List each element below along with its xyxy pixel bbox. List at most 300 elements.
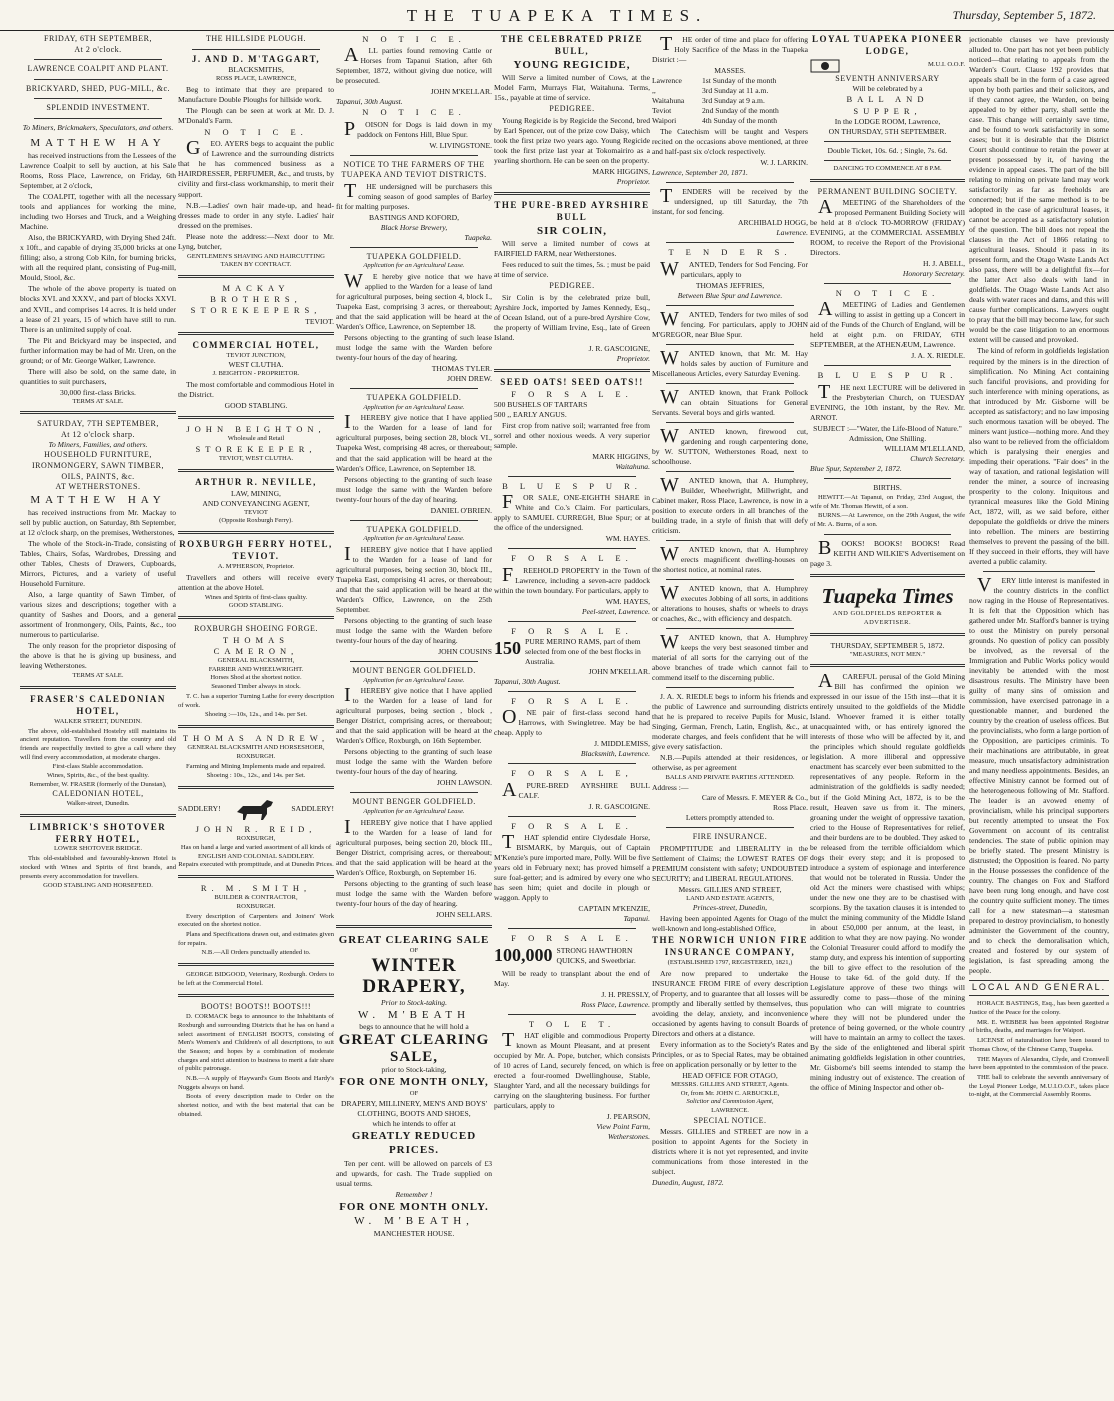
address-line: WEST CLUTHA. [228, 360, 284, 370]
divider [20, 814, 176, 817]
signature: WILLIAM M'LELLAND, [884, 443, 965, 453]
paper-nameplate: Tuapeka Times [821, 583, 954, 608]
ad-text: AMEETING of the Shareholders of the proposed Permanent Building Society will be held at 8 o'clock TO-MORROW (FRIDAY) EVENING, at the COMMERCIAL ASSEMBLY ROOM, to receive the Report of the Provisional Directors. [810, 196, 965, 258]
ad-text: GEO. AYERS begs to acquaint the public of Lawrence and the surrounding districts that he has commenced business as a HAIRDRESSER, PERFUMER, &c., and trusts, by civility and first-class workmanship, to merit their support. [178, 137, 334, 199]
ad-text: Solicitor and Commission Agent, [686, 1098, 774, 1106]
birth-notice: BURNS.—At Lawrence, on the 29th August, the wife of Mr. A. Burns, of a son. [810, 512, 965, 528]
ad-heading: B L U E S P U R. [817, 370, 958, 381]
trade-line: BUILDER & CONTRACTOR, [214, 894, 298, 902]
divider [178, 616, 334, 619]
ad-text: Wines and Spirits of first-class quality. [204, 593, 308, 601]
ad-subheading: (ESTABLISHED 1797, REGISTERED, 1821,) [667, 959, 793, 967]
ad-heading: TUAPEKA GOLDFIELD. [366, 524, 462, 534]
ad-text: Persons objecting to the granting of such lease must lodge the same with the Warden before twenty-four hours of the day of hearing. [336, 474, 492, 504]
ad-text: Will serve a limited number of cows at FAIRFIELD FARM, near Wetherstones. [494, 239, 650, 259]
divider [178, 469, 334, 472]
auction-location: AT WETHERSTONES. [55, 482, 141, 492]
ad-text: Fees reduced to suit the times, 5s. ; must be paid at time of service. [494, 260, 650, 280]
ad-heading: F O R S A L E. [511, 696, 633, 707]
ad-text: N.B.—Ladies' own hair made-up, and head-dresses made to order in any style. Ladies' hair dressed on the premises. [178, 200, 334, 230]
editorial-text: The kind of reform in goldfields legislation required by the miners is in the direction of simplification. No Mining Act containing such fanciful provisions, and providing for such interference with mining operations, as that introduced by Mr. Gisborne will be accepted as satisfactory; and no law imposing such enormous taxation will be obeyed. The miners want justice—nothing more. And they also want to be relieved from the officialdom which is paralysing their energies and impeding their operations. "Fair does" in the way of taxation, and rational legislation will render the miner, a source of increasing prosperity to the colony. Iniquitous and tyrannical measures like the Gold Mining Act, 1872, will, as we said before, either depopulate the goldfields or drive the miners into rebellion. The miners are bestirring themselves to prevent the passing of the bill. If they succeed in their efforts, they will have averted a public calamity. [969, 346, 1109, 566]
signature: JOHN DREW. [447, 374, 492, 384]
ad-heading: F O R S A L E. [511, 625, 633, 636]
ad-text: Double Ticket, 10s. 6d. ; Single, 7s. 6d. [827, 145, 948, 155]
signature: JOHN SELLARS. [435, 909, 492, 919]
editorial-text: ACAREFUL perusal of the Gold Mining Bill has confirmed the opinion we expressed in our issue of the 15th inst—that it is entirely unsuited to the goldfields of the Middle Island. Whoever framed it is either totally unacquainted with, or has entirely ignored the interests of those who will be affected by it, and the principles which should regulate goldfields legislation. A more illiberal and oppressive enactment has scarcely ever been submitted to the representatives of any people. Reform in the administration of the goldfields is sadly needed; but if the Gold Mining Act, 1872, is to be the result, Heaven save us from it. The miners, groaning under the weight of oppressive taxation, cried to the House of Representatives for relief, and their burdens are to be doubled. They asked to be released from the terrible officialdom which dogs their every step; and it is proposed to introduce a system of espionage and interference that would not be tolerated in Russia. Under the old Act the miners were chastised with whips; under the new one they are to be chastised with scorpions. By the taxation clauses it is intended to mulct the mining community of the Middle Island in about £50,000 per annum, at the least, in addition to what they are now paying. No wonder the Colonial Treasurer could afford to modify the stamp duty, and express his intention of supporting the bill to give effect to the resolution of the House to take 6d. of the gold duty. If the Legislature approve of these two things will assuredly come to pass—those of the mining population who can will migrate to countries where they will not be plundered under the pretence of being governed, or the whole country will have to maintain an army to collect the taxes. By the side of the enlightened and liberal spirit animating goldfields legislation in other countries, Mr. Gisborne's bill seems intended to stamp the mining industry out of existence. The creation of the office of Mining Inspector and other ob- [810, 670, 965, 1092]
divider [34, 98, 162, 99]
signature: Tapanui. [623, 913, 650, 923]
divider [508, 476, 636, 477]
ad-heading: T O L E T. [528, 1019, 616, 1029]
masses-time: 3rd Sunday at 11 a.m. [702, 86, 769, 96]
ad-text: Ten per cent. will be allowed on parcels of £3 and upwards, for cash. The Trade supplied on usual terms. [336, 1158, 492, 1188]
divider [666, 182, 794, 183]
sale-heading: GREAT CLEARING SALE, [338, 1032, 490, 1065]
signature: Church Secretary. [910, 453, 965, 463]
ad-heading: F O R S A L E. [511, 932, 633, 943]
ad-text: has received instructions from Mr. Mackay to sell by public auction, on Saturday, 8th September, at 12 o'clock sharp, on the premises, Wetherstones, [20, 508, 176, 538]
ad-text: Address :— [652, 782, 689, 792]
advertiser-name: JOHN R. REID, [195, 824, 317, 834]
auction-time: At 12 o'clock sharp. [60, 429, 136, 439]
masses-row [652, 96, 808, 106]
signature: WM. HAYES, [605, 596, 650, 606]
paper-date: THURSDAY, SEPTEMBER 5, 1872. [830, 640, 945, 650]
signature: Proprietor. [616, 353, 650, 363]
ad-text: The above, old-established Hostelry still maintains its ancient reputation. Travellers from the country and old friends are respectfully invited to give a call where they will find every accommodation, at moderate charges. [20, 727, 176, 761]
ad-text: ENGLISH AND COLONIAL SADDLERY. [197, 852, 315, 860]
ad-text: THE undersigned will be purchasers this coming season of good samples of Barley fit for malting purposes. [336, 179, 492, 211]
proprietor-line: J. BEIGHTON - PROPRIETOR. [212, 370, 300, 378]
news-item: THE ball to celebrate the seventh anniversary of the Loyal Pioneer Lodge, M.U.I.O.O.F., takes place to-night, at the Commercial Assembly Rooms. [969, 1073, 1109, 1099]
signature: W. LIVINGSTONE. [429, 140, 492, 150]
ad-text: First-class Stable accommodation. [52, 763, 144, 771]
news-item: MR. E. WEBBER has been appointed Registrar of births, deaths, and marriages for Waipori. [969, 1018, 1109, 1035]
ad-text: 500 BUSHELS OF TARTARS [494, 400, 588, 410]
divider [178, 786, 334, 789]
masses-place: Waitahuna [652, 96, 685, 106]
masses-time: 2nd Sunday of the month [702, 106, 779, 116]
ad-text: The COALPIT, together with all the necessary tools and appliances for working the mine, including two Horses and Truck, and a Weighing Machine. [20, 192, 176, 232]
ad-text: Please note the address:—Next door to Mr. Lyng, butcher, [178, 231, 334, 251]
divider [20, 411, 176, 414]
ad-subheading: Application for an Agricultural Lease. [363, 403, 465, 411]
sale-heading: FOR ONE MONTH ONLY, [339, 1076, 489, 1089]
ad-text: IHEREBY give notice that I have applied to the Warden for a lease of land for agricultural purposes, being section , block , Benger District, comprising acres, or thereabout; and that the said application will be heard at the Warden's Office, Roxburgh, on 16th September. [336, 684, 492, 746]
sale-heading: GREATLY REDUCED PRICES. [351, 1129, 477, 1157]
ad-heading: FIRE INSURANCE. [692, 831, 768, 841]
dateline: Dunedin, August, 1872. [652, 1178, 724, 1188]
divider [666, 827, 794, 828]
divider [666, 383, 794, 384]
masthead-date: Thursday, September 5, 1872. [952, 8, 1096, 22]
divider [824, 534, 951, 535]
divider [666, 422, 794, 423]
ad-text: WANTED, Tenders for Sod Fencing. For particulars, apply to [660, 257, 808, 280]
saddlery-header [178, 794, 334, 824]
hotel-name: ROXBURGH FERRY HOTEL, TEVIOT. [179, 539, 333, 562]
ad-text: Farming and Mining Implements made and repaired. [186, 762, 326, 770]
ad-heading: NOTICE TO THE FARMERS OF THE TUAPEKA AND TEVIOT DISTRICTS. [341, 159, 487, 180]
divider [666, 242, 794, 243]
advertiser-name: THOMAS ANDREW, [182, 732, 330, 743]
divider [666, 344, 794, 345]
divider [666, 471, 794, 472]
ad-text: The only reason for the proprietor disposing of the above is that he is giving up business, and leaving Wetherstones. [20, 641, 176, 671]
ad-text: Wines, Spirits, &c., of the best quality. [46, 772, 150, 780]
ad-text: THE order of time and place for offering Holy Sacrifice of the Mass in the Tuapeka District :— [652, 34, 808, 65]
ad-subheading: Application for an Agricultural Lease. [363, 676, 465, 684]
ad-text: ON THURSDAY, 5TH SEPTEMBER. [828, 126, 947, 136]
signature: WM. HAYES. [605, 534, 650, 544]
notice-heading: N O T I C E. [362, 34, 466, 44]
divider [34, 59, 162, 60]
signature: Blacksmith, Lawrence. [580, 749, 650, 759]
ad-text: HEAD OFFICE FOR OTAGO, [682, 1070, 778, 1080]
sale-heading: GREAT CLEARING SALE [338, 933, 490, 946]
terms-line: TERMS AT SALE. [72, 672, 124, 680]
address-line: MANCHESTER HOUSE. [373, 1228, 455, 1238]
ad-subheading: PEDIGREE. [549, 281, 595, 291]
ad-text: Messrs. GILLIES and STREET are now in a position to appoint Agents for the Society in districts where it is not yet represented, and invite communications from those interested in the subject. [652, 1127, 808, 1177]
column-5 [652, 34, 808, 1396]
masses-table [652, 76, 808, 126]
signature: Proprietor. [616, 176, 650, 186]
ad-subheading: F O R S A L E. [511, 388, 633, 399]
ad-text: GENTLEMEN'S SHAVING AND HAIRCUTTING TAKEN BY CONTRACT. [187, 252, 325, 269]
divider [824, 365, 951, 366]
trade-line: AND CONVEYANCING AGENT, [202, 498, 310, 508]
ad-heading: SEVENTH ANNIVERSARY [835, 73, 940, 83]
signature: Peel-street, Lawrence. [582, 606, 650, 616]
saddlery-label: SADDLERY! [178, 803, 221, 813]
dateline: Tapanui, 30th August. [336, 97, 403, 107]
rams-ad [494, 637, 650, 667]
trade-line: GENERAL BLACKSMITH AND HORSESHOER, [187, 744, 325, 752]
ad-text: which he intends to offer at [372, 1118, 456, 1128]
audience-line: To Miners, Brickmakers, Speculators, and others. [22, 122, 174, 132]
sale-reminder: Remember ! [395, 1189, 433, 1199]
ad-text: TENDERS will be received by the undersigned, up till Saturday, the 7th instant, for sod fencing. [652, 185, 808, 217]
proprietor-line: A. M'PHERSON, Proprietor. [217, 562, 295, 570]
ad-heading: PERMANENT BUILDING SOCIETY. [817, 186, 958, 196]
ad-heading: BOOTS! BOOTS!! BOOTS!!! [200, 1001, 312, 1011]
ad-text: PURE MERINO RAMS, part of them selected from one of the best flocks in Australia. [525, 636, 641, 666]
ad-text: Sir Colin is by the celebrated prize bull, Ayrshire Jock, imported by James Kennedy, Esq., of Ocean Island, out of a pure-bred Ayrshire Cow, the property of William Irvine, Esq., late of Green Island. [494, 292, 650, 342]
signature: JOHN LAWSON. [436, 778, 492, 788]
signature: Black Horse Brewery, [380, 222, 448, 232]
ad-text: WE hereby give notice that we have applied to the Warden for a lease of land for agricultural purposes, being section 4, block I., Tuapeka East, comprising 3 acres, or thereabout; and that the said application will be heard at the Warden's Office, Lawrence, on September 18. [336, 270, 492, 332]
column-2 [178, 34, 334, 1396]
divider [666, 687, 794, 688]
divider [508, 1014, 636, 1015]
signature: J. R. GASCOIGNE, [588, 343, 650, 353]
lodge-emblem-icon [810, 58, 840, 74]
lodge-line [810, 58, 965, 74]
ad-text: WANTED known, that Mr. M. Hay holds sales by auction of Furniture and Miscellaneous Articles, every Saturday Evening. [652, 346, 808, 378]
ad-text: Shoeing :—10s, 12s., and 14s. per Set. [204, 711, 308, 719]
divider [508, 928, 636, 929]
hotel-name: FRASER'S CALEDONIAN HOTEL, [30, 694, 166, 716]
ad-text: Letters promptly attended to. [685, 812, 775, 822]
divider [178, 994, 334, 997]
ad-text: THAT splendid entire Clydesdale Horse, BISMARK, by Marquis, out of Captain M'Kenzie's pure imported mare, Polly. Will be five years old in February next; has proved himself a sure foal-getter; and is admired by every one who has seen him; quiet and docile in plough or waggon. Apply to [494, 830, 650, 902]
signature: CAPTAIN M'KENZIE, [578, 903, 650, 913]
ad-text: LAWRENCE. [711, 1107, 749, 1115]
ad-text: Plans and Specifications drawn out, and estimates given for repairs. [178, 931, 334, 947]
masses-time: 3rd Sunday at 9 a.m. [702, 96, 765, 106]
ad-text: POISON for Dogs is laid down in my paddock on Fentons Hill, Blue Spur. [344, 117, 492, 140]
divider [810, 574, 965, 577]
birth-notice: HEWITT.—At Tapanui, on Friday, 23rd August, the wife of Mr. Thomas Hewitt, of a son. [810, 493, 965, 510]
column-3 [336, 34, 492, 1396]
ad-text: FOR SALE, ONE-EIGHTH SHARE in White and Co.'s Claim. For particulars, apply to SAMUEL CURREGH, Blue Spur; or at the office of the undersigned. [494, 491, 650, 533]
masses-row [652, 76, 808, 86]
ad-heading: SEED OATS! SEED OATS!! [500, 376, 644, 387]
hotel-name: LIMBRICK'S SHOTOVER FERRY HOTEL, [29, 821, 167, 844]
advertiser-name: THOMAS CAMERON, [213, 634, 299, 656]
divider [810, 179, 965, 182]
hotel-name: COMMERCIAL HOTEL, [192, 339, 320, 350]
divider [666, 305, 794, 306]
divider [508, 816, 636, 817]
divider [178, 275, 334, 278]
address-line: TEVIOT JUNCTION, [226, 351, 286, 359]
notice-heading: N O T I C E. [362, 107, 466, 118]
signature: THOMAS TYLER. [431, 364, 492, 374]
masses-time: 4th Sunday of the month [702, 116, 778, 126]
auction-date: FRIDAY, 6TH SEPTEMBER, [44, 34, 152, 43]
divider [666, 579, 794, 580]
advertiser-name: W. M'BEATH [357, 1008, 471, 1021]
editorial-text: jectionable clauses we have previously alluded to. One part has not yet been publicly noticed—that relating to appeals from the Warden's Court. Clause 192 provides that appeals shall be in the form of a case agreed upon by both parties and their solicitors, and if they cannot agree, the Warden, on being appealed to by either party, shall settle the case. This change will certainly save time, and be found to work satisfactorily in some cases; but it is desirable that the District Court should continue to retain the power at present possessed by it, of having the evidence in appeal cases. The part of the bill relating to mining on private land may work satisfactorily as far as freeholds are concerned; but if the same method is to be adopted in the case of agricultural leases, it cannot be accepted as a satisfactory solution of the question. The bill does not repeal the clauses in the Act of 1866 relating to agricultural leases. Should it pass in its present form, and the Otago Waste Lands Act also pass, there will be a delightful fix—for the latter Act also deals with land in goldfields. The Otago Waste Lands Act also deals with water races and dams, and this will cause further complications. Lawyers ought to pray that the bill may become law, for such would be the case litigation to an enormous extent will be caused and provoked. [969, 35, 1109, 345]
divider [350, 247, 478, 248]
ad-text: WANTED known, that Frank Pollock can obtain Situations for General Servants. Several boys and girls wanted. [652, 385, 808, 417]
ad-heading: TUAPEKA GOLDFIELD. [366, 251, 462, 261]
ad-text: Shoeing : 10s., 12s., and 14s. per Set. [206, 772, 306, 780]
sale-heading: FOR ONE MONTH ONLY. [339, 1200, 489, 1213]
ad-text: begs to announce that he will hold a [359, 1022, 469, 1032]
ad-text: LAND AND ESTATE AGENTS, [686, 894, 774, 902]
ad-text: GEORGE BIDGOOD, Veterinary, Roxburgh. Orders to be left at the Commercial Hotel. [178, 971, 334, 987]
ad-text: Every description of Carpenters and Joiners' Work executed on the shortest notice. [178, 912, 334, 929]
ad-text: There will also be sold, on the same date, in quantities to suit purchasers, [20, 366, 176, 386]
advertiser-name: J. AND D. M'TAGGART, [191, 53, 321, 64]
signature: Waitahuna. [615, 462, 650, 472]
ad-text: Ross Place. [772, 802, 808, 812]
news-item: HORACE BASTINGS, Esq., has been gazetted a Justice of the Peace for the colony. [969, 1000, 1109, 1017]
ad-text: Seasoned Timber always in stock. [211, 683, 301, 691]
ad-text: DANCING TO COMMENCE AT 8 P.M. [833, 164, 942, 172]
auction-date: SATURDAY, 7TH SEPTEMBER, [37, 419, 159, 429]
auction-subheading: BRICKYARD, SHED, PUG-MILL, &c. [25, 83, 171, 93]
divider [178, 963, 334, 966]
ad-text: ONE pair of first-class second hand Harrows, with Swingletree. May be had cheap. Apply to [494, 706, 650, 738]
signature: J. MIDDLEMISS, [594, 739, 650, 749]
news-item: LICENSE of naturalisation have been issued to Thomas Chow, of the Chinese Camp, Tuapeka. [969, 1037, 1109, 1053]
divider [178, 725, 334, 728]
ad-text: The whole of the Stock-in-Trade, consisting of Tables, Chairs, Sofas, Wardrobes, Dressing and other Tables, Chests of Drawers, Cupboards, Mirrors, Pictures, and a variety of useful Household Furniture. [20, 539, 176, 589]
ad-text: Will be ready to transplant about the end of May. [494, 968, 650, 988]
signature: H. J. ABELL, [923, 259, 965, 269]
dateline: Tapanui, 30th August. [494, 677, 561, 687]
masses-place: Waipori [652, 116, 677, 126]
ad-heading: THE PURE-BRED AYRSHIRE BULL [494, 199, 650, 222]
divider [508, 621, 636, 622]
divider [983, 571, 1095, 572]
ad-text: Admission, One Shilling. [848, 433, 927, 443]
signature: J. R. GASCOIGNE. [588, 801, 650, 811]
ad-text: FREEHOLD PROPERTY in the Town of Lawrence, including a seven-acre paddock within the town boundary. For particulars, apply to [494, 563, 650, 595]
signature: ARCHIBALD HOGG, [737, 218, 808, 228]
dateline: Lawrence, September 20, 1871. [652, 168, 748, 178]
ad-text: N.B.—All Orders punctually attended to. [201, 949, 311, 957]
ad-text: Will be celebrated by a [852, 84, 923, 94]
editorial-text: VERY little interest is manifested in the country districts in the conflict now raging in the House of Representatives. It is felt that the Opposition which has gathered under Mr. Stafford's banner is trying to oust the Ministry on purely personal grounds. No question of policy can possibly be involved, as the reversal of the Immigration and Public Works policy would inevitably be attended with the most disastrous results. The Ministry have been guilty of many sins of omission and commission, have exercised patronage in a questionable manner, and burdened the country by the creation of useless offices. But the provincialists, who form a large portion of the Opposition, are participes criminis. To their machinations are attributable, in great measure, much unsatisfactory administration and many needless appointments. Besides, an effective Ministry cannot be formed out of the heterogeneous following of Mr. Stafford. The leader is an avowed enemy of provincialism, while his principal supporters but recently attempted to unseat the Fox Government on account of its centralist tendencies. The state of public opinion may be briefly stated. The present Ministry is distrusted; the Opposition is feared. No party in the House possesses the confidence of the country. The changes on Fox and Stafford have been rung long enough, and have cost the country quite sufficient money. The times call for a new statesman—a statesman prepared to destroy provincialism, to honestly administer the Government of the country, and to check the demoralisation which, created and fostered by our system of legislation, is fast spreading among the people. [969, 573, 1109, 976]
ad-text: THE next LECTURE will be delivered in the Presbyterian Church, on TUESDAY EVENING, the 10th instant, by the Rev. Mr. ARNOT. [810, 380, 965, 422]
ad-text: T. C. has a superior Turning Lathe for every description of work. [178, 692, 334, 709]
masses-row [652, 106, 808, 116]
ad-text: This old-established and favourably-known Hotel is stocked with Wines and Spirits of first brands, and presents every accommodation for travellers. [20, 855, 176, 880]
ad-text: J. A. X. RIEDLE begs to inform his friends and the public of Lawrence and surrounding districts that he is prepared to receive Pupils for Music, Singing, German, French, Latin, English, &c., at moderate charges, and feels confident that he will give every satisfaction. [652, 692, 808, 752]
signature: Between Blue Spur and Lawrence. [677, 290, 783, 300]
ad-text: Remember, W. FRASER (formerly of the Dunstan), [29, 780, 167, 788]
advertiser-name: R. M. SMITH, [200, 883, 312, 894]
ad-text: THAT eligible and commodious Property known as Mount Pleasant, and at present occupied by Mr. A. Pope, butcher, which consists of 10 acres of Land, securely fenced, on which is erected a four-roomed Dwellinghouse, Stable, Slaughter Yard, and all the necessary buildings for carrying on the slaughtering business. For further particulars, apply to [494, 1029, 650, 1111]
advertiser-name: ARTHUR R. NEVILLE, [195, 476, 317, 487]
dateline: Blue Spur, September 2, 1872. [810, 463, 902, 473]
ad-text: In the LODGE ROOM, Lawrence, [834, 116, 941, 126]
ad-text: Boots of every description made to Order on the shortest notice, and with the best material that can be obtained. [178, 1093, 334, 1118]
masses-place: Teviot [652, 106, 672, 116]
auction-subheading: SPLENDID INVESTMENT. [46, 103, 150, 113]
trade-line: LAW, MINING, [231, 488, 281, 498]
address-line: TEVIOT. [305, 316, 334, 326]
ad-heading: ROXBURGH SHOEING FORGE. [194, 624, 318, 634]
signature: J. H. PRESSLY, [601, 989, 650, 999]
column-6 [810, 34, 965, 1396]
ad-text: The Catechism will be taught and Vespers recited on the occasions above mentioned, at three and half-past six o'clock respectively. [652, 127, 808, 157]
divider [494, 192, 650, 195]
trade-line: Wholesale and Retail [227, 435, 285, 443]
sale-subheading: Prior to Stock-taking. [380, 997, 447, 1007]
ad-heading: B L U E S P U R. [502, 481, 642, 492]
ad-text: The whole of the above property is tuated on blocks XVI. and XXXV., and part of blocks XXVI. and XVII., and comprises 14 acres. It is held under a lease of 21 years, 15 of which have still to run. There is an unlimited supply of coal. [20, 284, 176, 334]
ad-text: Or, from Mr. JOHN C. ARBUCKLE, [680, 1089, 780, 1097]
ad-text: Persons objecting to the granting of such lease must lodge the same with the Warden before twenty-four hours of the day of hearing. [336, 333, 492, 363]
ad-text: WANTED known, that A. Humphrey erects magnificent dwelling-houses on the shortest notice, at nominal rates. [652, 542, 808, 574]
divider [350, 792, 478, 793]
auction-time: At 2 o'clock. [74, 44, 122, 54]
signature: JOHN COUSINS [438, 647, 492, 656]
ad-text: WANTED, Tenders for two miles of sod fencing. For particulars, apply to JOHN M'GREGOR, near Blue Spur. [652, 307, 808, 339]
masses-row [652, 86, 808, 96]
ad-text: The Pit and Brickyard may be inspected, and further information may be had of Mr. Uren, on the ground; or of Mr. George Walker, Lawrence. [20, 335, 176, 365]
ad-text: The Plough can be seen at work at Mr. D. J. M'Donald's Farm. [178, 106, 334, 126]
ad-text: STRONG HAWTHORN QUICKS, and Sweetbriar. [556, 946, 636, 966]
ad-text: First crop from native soil; warranted free from sorrel and other noxious weeds. A very superior sample. [494, 421, 650, 451]
divider [34, 118, 162, 119]
ad-text: Beg to intimate that they are prepared to Manufacture Double Ploughs for hillside work. [178, 85, 334, 105]
address-line: ROXBURGH, [236, 835, 276, 843]
saddlery-label: SADDLERY! [291, 803, 334, 813]
ad-subheading: Application for an Agricultural Lease. [363, 535, 465, 543]
column-4 [494, 34, 650, 1396]
ad-heading: YOUNG REGICIDE, [513, 58, 631, 71]
paper-subtitle: AND GOLDFIELDS REPORTER & ADVERTISER. [832, 610, 943, 627]
signature: Honorary Secretary. [902, 269, 965, 279]
divider [34, 79, 162, 80]
ad-text: MESSRS. GILLIES AND STREET, Agents. [671, 1080, 789, 1088]
ad-heading: SPECIAL NOTICE. [693, 1115, 767, 1125]
horse-icon [233, 796, 279, 822]
signature: Lawrence. [776, 228, 808, 238]
divider [350, 520, 478, 521]
hotel-name: CALEDONIAN HOTEL, [52, 789, 144, 799]
ad-text: WANTED known, that A. Humphrey, Builder, Wheelwright, Millwright, and Cabinet maker, Ross Place, Lawrence, is now in a position to execute orders in all branches of the building trade, in a style of finish that will defy criticism. [652, 473, 808, 535]
column-1 [20, 34, 176, 1396]
masses-row [652, 116, 808, 126]
divider [192, 49, 320, 50]
ad-heading: F O R S A L E. [511, 820, 633, 831]
trade-line: STOREKEEPER, [195, 443, 317, 454]
masthead-title: THE TUAPEKA TIMES. [406, 6, 708, 25]
ad-heading: F O R S A L E, [511, 768, 633, 779]
signature: View Point Farm, [596, 1122, 650, 1132]
ad-text: 30,000 first-class Bricks. [60, 387, 136, 397]
ad-text: IHEREBY give notice that I have applied to the Warden for a lease of land for agricultural purposes, being section 20, block III., Benger District, comprising acres, or thereabout; and that the said application will be heard at the Warden's Office, Roxburgh, on September 16. [336, 815, 492, 877]
ad-text: Care of Messrs. F. MEYER & Co., [701, 792, 808, 802]
local-general-heading: LOCAL AND GENERAL. [969, 980, 1109, 996]
masses-place: ,, [652, 86, 656, 96]
ad-text: Princes-street, Dunedin, [692, 903, 768, 913]
ad-heading: THE NORWICH UNION FIRE INSURANCE COMPANY, [652, 935, 808, 958]
divider [178, 531, 334, 534]
divider [824, 160, 951, 161]
ad-text: D. CORMACK begs to announce to the Inhabitants of Roxburgh and surrounding Districts that he has on hand a select assortment of ENGLISH BOOTS, consisting of Men's Women's and Children's of all descriptions, to suit the Season; and hopes by a combination of moderate charges and strict attention to business to merit a fair share of public patronage. [178, 1013, 334, 1073]
ad-text: AMEETING of Ladies and Gentlemen willing to assist in getting up a Concert in aid of the Funds of the Church of England, will be held at eight p.m. on FRIDAY, 6TH SEPTEMBER, at the ATHENÆUM, Lawrence. [810, 298, 965, 350]
auctioneer-name: MATTHEW HAY [30, 493, 166, 506]
ad-text: Messrs. GILLIES AND STREET, [678, 884, 782, 894]
divider [20, 686, 176, 689]
paper-motto: "MEASURES, NOT MEN." [849, 650, 926, 658]
ad-text: IHEREBY give notice that I have applied to the Warden for a lease of land for agricultural purposes, being section 30, block III., Tuapeka East, comprising 41 acres, or thereabout; and that the said application will be heard at the Warden's Office, Lawrence, on the 25th September. [336, 542, 492, 614]
divider [666, 540, 794, 541]
ad-text: WANTED known, that A. Humphrey executes Jobbing of all sorts, in additions or alterations to houses, shafts or wheels to drays or coaches, &c., with efficiency and despatch. [652, 581, 808, 623]
ad-text: Young Regicide is by Regicide the Second, bred by Earl Spencer, out of the prize cow Daisy, which took the first prize two years ago. Young Regicide took the first prize last year at Tokomairiro as a yearling shorthorn. He can be seen on the property. [494, 115, 650, 165]
divider [810, 664, 965, 667]
ad-text: BALLS AND PRIVATE PARTIES ATTENDED. [665, 774, 795, 782]
ad-text: ALL parties found removing Cattle or Horses from Tapanui Station, after 6th September, 1872, without giving due notice, will be prosecuted. [336, 44, 492, 86]
trade-line: BLACKSMITHS, [228, 65, 284, 75]
hotel-address: WALKER STREET, DUNEDIN. [54, 717, 142, 725]
divider [824, 478, 951, 479]
lodge-heading: LOYAL TUAPEKA PIONEER LODGE, [811, 34, 964, 56]
ad-text: Repairs executed with promptitude, and at Dunedin Prices. [178, 861, 334, 869]
signature: THOMAS JEFFRIES, [695, 280, 765, 290]
ad-text: Also, a large quantity of Sawn Timber, of various sizes and descriptions; together with a quantity of Sashes and Doors, and a general assortment of Ironmongery, Oils, Paints, &c., too numerous to particularise. [20, 590, 176, 640]
births-heading: BIRTHS. [873, 482, 902, 492]
ad-text: 500 ,, EARLY ANGUS. [494, 410, 567, 420]
ad-heading: MOUNT BENGER GOLDFIELD. [352, 797, 476, 807]
signature: W. J. LARKIN. [760, 158, 808, 168]
sale-subheading: OF [409, 1089, 419, 1097]
ad-heading: THE CELEBRATED PRIZE BULL, [500, 34, 644, 56]
news-item: THE Mayors of Alexandra, Clyde, and Cromwell have been appointed to the commission of the peace. [969, 1055, 1109, 1072]
sale-heading: WINTER DRAPERY, [362, 955, 466, 997]
divider [178, 332, 334, 335]
ad-heading: T E N D E R S. [668, 247, 792, 258]
